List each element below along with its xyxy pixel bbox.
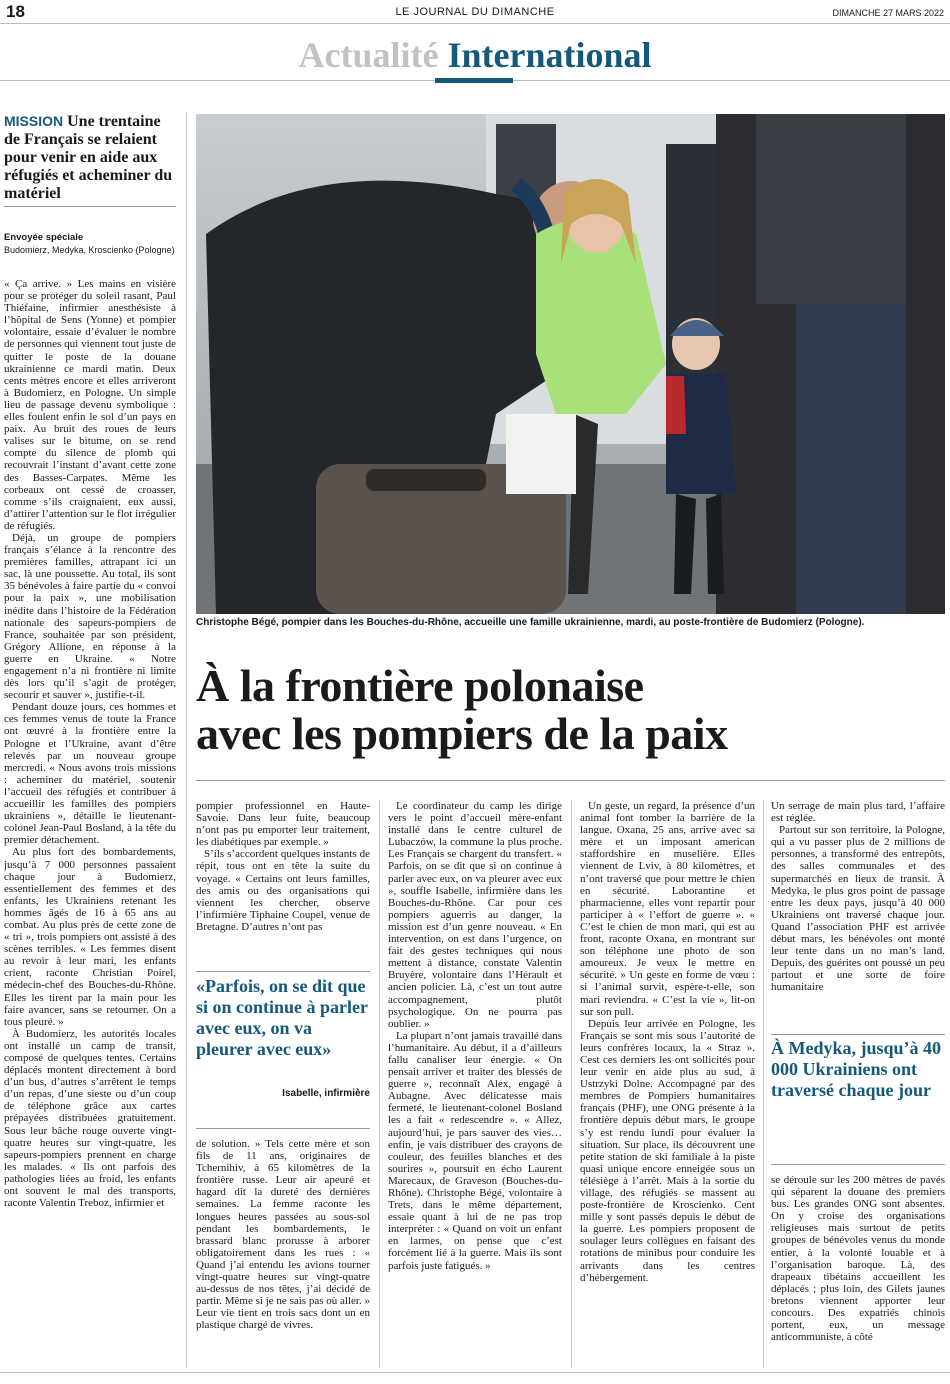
byline-title: Envoyée spéciale [4,232,84,243]
text-column-4 [580,800,755,1366]
inset-divider-top [771,1034,945,1035]
paragraph: « Ça arrive. » Les mains en visière pour se protéger du soleil rasant, Paul Thiéfaine, infirmier anesthésiste à l’hôpital de Sens (Yonne) et pompier volontaire, essaie d’évaluer le nombre de personnes qui viennent tout juste de quitter le poste de la douane ukrainienne ce mardi matin. Deux cents mètres encore et elles arriveront à Budomierz, en Pologne. Un simple lieu de passage devenu symbolique : elles foulent enfin le sol d’un pays en paix. Au bruit des roues de leurs valises sur le bitume, on se rend compte du silence de plomb qui recouvrait l’instant d’avant cette zone des Basses-Carpates. Même les corbeaux ont cessé de croasser, comme s’ils craignaient, eux aussi, d’attirer l’attention sur le flot irrégulier de réfugiés. [4,278,176,532]
article-photo [196,114,945,614]
column-divider [186,112,187,1368]
headline-line-2: avec les pompiers de la paix [196,708,728,759]
paragraph: Un geste, un regard, la présence d’un animal font tomber la barrière de la langue. Oxana, 25 ans, arrive avec sa mère et un imposant american staffordshire en muselière. Elles viennent de Lviv, à 80 kilomètres, et n’ont traversé que pour mettre le chien en sécurité. Laborantine et pharmacienne, elles vont repartir pour participer à « l’effort de guerre ». « C’est le chien de mon mari, qui est au front, raconte Oxana, en montrant sur son téléphone une photo de son amoureux. Je veux le mettre en sécurité. » Un geste en forme de vœu : si l’animal survit, espère-t-elle, son mari reviendra. « C’est la vie », lit-on sur son pull. [580,800,755,1018]
byline [4,231,176,257]
kicker-divider [4,206,176,207]
issue-date: DIMANCHE 27 MARS 2022 [832,8,944,18]
text-column-3 [388,800,562,1366]
quote-divider-top [196,971,370,972]
section-title-grey: Actualité [298,35,439,75]
paragraph: S’ils s’accordent quelques instants de répit, tous ont en tête la suite du voyage. « Certains ont leurs familles, des amis ou des organisations qui viennent les chercher, observe l’infirmière Tiphaine Coupel, venue de Bretagne. D’autres n’ont pas [196,848,370,933]
paragraph: Partout sur son territoire, la Pologne, qui a vu passer plus de 2 millions de personnes, a transformé des entrepôts, des salles communales et des supermarchés en lieux de transit. À Medyka, le plus gros point de passage entre les deux pays, jusqu’à 40 000 Ukrainiens ont traversé chaque jour. Quand l’association PHF est arrivée début mars, les bénévoles ont monté leur tente dans un no man’s land. Depuis, des guérites ont poussé un peu partout et une sorte de foire humanitaire [771,824,945,994]
byline-place: Budomierz, Medyka, Kroscienko (Pologne) [4,245,175,255]
headline-line-1: À la frontière polonaise [196,660,644,711]
paragraph: Déjà, un groupe de pompiers français s’élance à la rencontre des premières familles, attrapant ici un sac, là une poussette. Au total, ils sont 35 bénévoles à faire partie du « convoi pour la paix », une mobilisation inédite dans l’histoire de la Fédération nationale des sapeurs-pompiers de France, souhaitée par son président, Grégory Allione, en réponse à la guerre en Ukraine. « Notre engagement n’a ni frontière ni limite dès lors qu’il s’agit de protéger, secourir et sauver », justifie-t-il. [4,531,176,702]
column-divider [379,800,380,1368]
kicker-keyword: MISSION [4,113,64,129]
kicker-text: Une trentaine de Français se relaient pour venir en aide aux réfugiés et acheminer du matériel [4,113,173,202]
column-divider [763,800,764,1368]
paragraph: Le coordinateur du camp les dirige vers le point d’accueil mère-enfant installé dans le centre culturel de Lubaczów, la commune la plus proche. Les Français se chargent du transfert. « Parfois, on se dit que si on continue à parler avec eux, on va pleurer avec eux », souffle Isabelle, infirmière dans les Bouches-du-Rhône. Car pour ces pompiers aguerris au danger, la mission est d’un genre nouveau. « En intervention, on est dans l’urgence, on fait des gestes techniques qui nous mettent à distance, constate Valentin Bruyère, volontaire dans l’Hérault et ancien policier. Là, c’est un tout autre accompagnement, plutôt psychologique. On ne pourra pas oublier. » [388,800,562,1030]
photo-caption: Christophe Bégé, pompier dans les Bouches-du-Rhône, accueille une famille ukrainienne, mardi, au poste-frontière de Budomierz (Pologne). [196,617,865,628]
page-header [0,0,950,24]
inset-divider-bottom [771,1164,945,1165]
paragraph: Pendant douze jours, ces hommes et ces femmes venus de toute la France ont œuvré à la frontière entre la Pologne et l’Ukraine, avant d’être relevés par un nouveau groupe mercredi. « Nous avons trois missions : acheminer du matériel, soutenir l’accueil des réfugiés et contribuer à accueillir les familles des pompiers ukrainiens », détaille le lieutenant-colonel Jean-Paul Bosland, à la tête du premier détachement. [4,701,176,847]
text-column-2 [196,800,370,970]
paragraph: Depuis leur arrivée en Pologne, les Français se sont mis sous l’autorité de leurs confrères locaux, la « Straz ». Cest ces derniers les ont sollicités pour leur venir en aide plus au sud, à Ustrzyki Dolne. Accompagné par des membres de Pompiers humanitaires français (PHF), une ONG présente à la frontière depuis début mars, le groupe s’y est rendu lundi pour évaluer la situation. Sur place, ils découvrent une petite station de ski familiale à la piste quasi unique encore enneigée sous un télésiège à l’arrêt. Mais à la sortie du village, des réfugiés se massent au poste-frontière de Kroscienko. Cent mille y sont passés depuis le début de la guerre. Les pompiers proposent de soulager leurs collègues en faisant des rotations de minibus pour conduire les arrivants dans les centres d’hébergement. [580,1017,755,1284]
article-kicker [4,112,176,203]
pull-quote: «Parfois, on se dit que si on continue à parler avec eux, on va pleurer avec eux» [196,976,368,1059]
pull-quote-author: Isabelle, infirmière [282,1088,370,1099]
text-column-1 [4,278,176,1368]
article-headline [196,662,945,758]
section-title-blue: International [447,35,652,75]
column-divider [571,800,572,1368]
paragraph: de solution. » Tels cette mère et son fils de 11 ans, originaires de Tchernihiv, à 65 kilomètres de la frontière russe. Leur air apeuré et hagard dit la dureté des dernières semaines. La femme raconte les longues heures passées au sous-sol pendant les bombardements, le brassard blanc prorusse à arborer obligatoirement dans les rues : « Quand j’ai entendu les avions tourner vingt-quatre heures sur vingt-quatre au-dessus de nos têtes, j’ai décidé de partir. Même si je ne sais pas où aller. » Leur vie tient en trois sacs dont un en plastique chargé de vivres. [196,1138,370,1332]
inset-heading: À Medyka, jusqu’à 40 000 Ukrainiens ont traversé chaque jour [771,1038,942,1100]
paragraph: se déroule sur les 200 mètres de pavés qui séparent la douane des premiers bus. Les grandes ONG sont absentes. On y croise des organisations religieuses mais surtout de petits groupes de bénévoles venus du monde entier, à la volonté louable et à l’organisation baroque. Là, des drapeaux tibétains accueillent les déplacés ; plus loin, des Gilets jaunes bretons viennent apporter leur concours. Des expatriés chinois portent, eux, un message anticommuniste, à côté [771,1174,945,1344]
paragraph: À Budomierz, les autorités locales ont installé un camp de transit, composé de quelques tentes. Certains déplacés montent directement à bord d’un bus, d’autres s’arrêtent le temps d’un repas, d’une sieste ou d’un coup de téléphone grâce aux cartes prépayées distribuées gratuitement. Sous leur bâche rouge ouverte vingt-quatre heures sur vingt-quatre, les sapeurs-pompiers prennent en charge les malades. « Ils ont parfois des pathologies liées au froid, les enfants ont souvent le mal des transports, raconte Valentin Treboz, infirmier et [4,1027,176,1210]
paragraph: pompier professionnel en Haute-Savoie. Dans leur fuite, beaucoup n’ont pas pu emporter leur traitement, les diabétiques par exemple. » [196,800,370,849]
quote-divider-bottom [196,1128,370,1129]
section-title [0,34,950,76]
section-underline [435,78,513,83]
headline-divider [196,780,945,781]
journal-name: LE JOURNAL DU DIMANCHE [395,6,555,18]
paragraph: La plupart n’ont jamais travaillé dans l’humanitaire. Au début, il a d’ailleurs fallu canaliser leur énergie. « On pensait arriver et traiter des blessés de guerre », reconnaît Alex, engagé à Aubagne. Avec délicatesse mais fermeté, le lieutenant-colonel Bosland les a fait « redescendre ». « Allez, aujourd’hui, je pars sauver des vies… enfin, je vais distribuer des crayons de couleur, des feuilles blanches et des sourires », poursuit en écho Laurent Marecaux, de Graveson (Bouches-du-Rhône). Christophe Bégé, volontaire à Trets, dans le même département, essaie quant à lui de ne pas trop interpréter : « Quand on voit un enfant en larmes, on pense que c’est forcément lié à la guerre. Mais ils sont parfois juste fatigués. » [388,1029,562,1272]
page-bottom-rule [0,1372,950,1373]
text-column-5-continued [771,1174,945,1368]
paragraph: Au plus fort des bombardements, jusqu’à 7 000 personnes passaient chaque jour à Budomierz, essentiellement des femmes et des enfants, les Ukrainiens retenant les hommes âgés de 16 à 65 ans au combat. Au plus près de cette zone de « tri », trois pompiers ont assisté à des scènes terribles. « Les femmes disent au revoir à leur mari, les enfants crient, raconte Christian Poirel, médecin-chef des Bouches-du-Rhône. Elles les tirent par la main pour les faire avancer, sans se retourner. On a tous pleuré. » [4,846,176,1028]
text-column-5 [771,800,945,1032]
paragraph: Un serrage de main plus tard, l’affaire est réglée. [771,800,945,825]
text-column-2-continued [196,1138,370,1366]
photo-illustration [196,114,945,614]
page-number: 18 [6,2,25,21]
